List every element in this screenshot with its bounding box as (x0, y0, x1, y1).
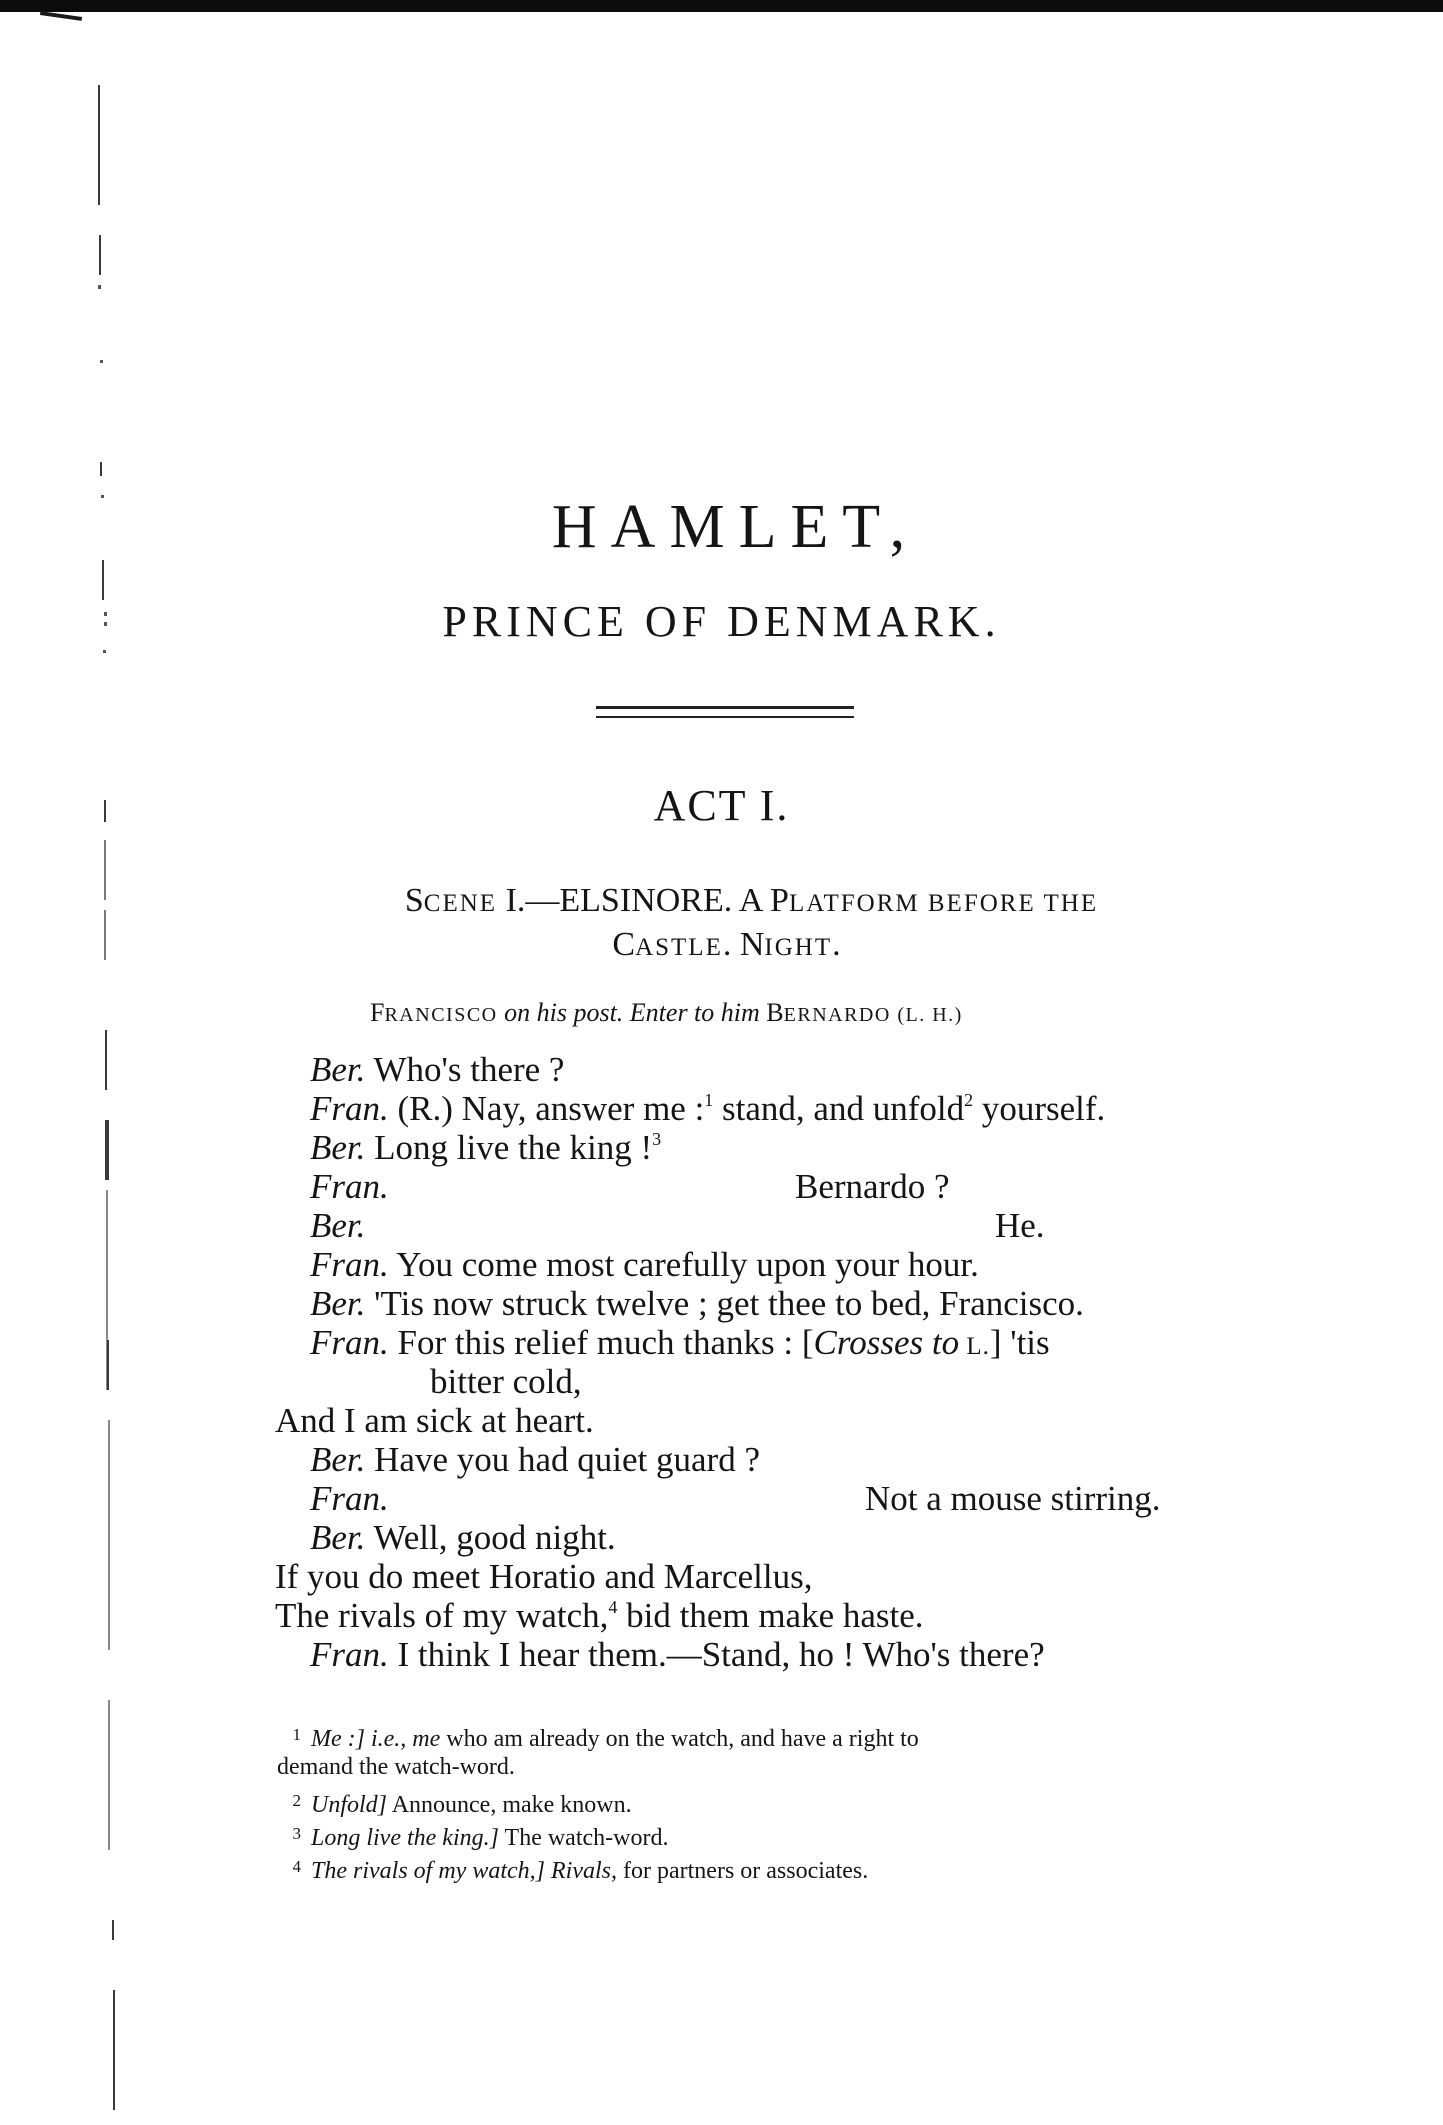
stage-position: L. (959, 1333, 990, 1360)
speaker: Ber. (310, 1050, 366, 1089)
scene-word: CENE (423, 890, 498, 917)
character-name: ERNARDO (783, 1004, 891, 1026)
dialogue-line (275, 1245, 1235, 1284)
scene-letter: C (612, 926, 636, 963)
dialogue-line (275, 1518, 1235, 1557)
opening-stage-direction (370, 998, 963, 1028)
footnote-ref: 4 (608, 1597, 618, 1617)
character-name: RANCISCO (384, 1004, 498, 1026)
stage-text: Enter to him (629, 998, 760, 1027)
dialogue-line (275, 1596, 1235, 1635)
speech: Bernardo ? (795, 1167, 950, 1206)
footnote-term: Unfold] (311, 1792, 388, 1818)
character-name: B (759, 998, 784, 1027)
footnote-number: 1 (292, 1725, 301, 1744)
title-rule-thin (596, 716, 854, 718)
dialogue-line (275, 1362, 1235, 1401)
dialogue (275, 1050, 1235, 1674)
scene-place: LATFORM BEFORE THE (788, 890, 1099, 917)
footnote (277, 1817, 1217, 1850)
stage-position: (L. H.) (890, 1004, 963, 1026)
footnote-gloss: Announce, make known. (387, 1792, 632, 1818)
dialogue-line (275, 1128, 1235, 1167)
dialogue-line (275, 1440, 1235, 1479)
speech: Not a mouse stirring. (865, 1479, 1161, 1518)
speaker: Ber. (310, 1440, 366, 1479)
speech: bitter cold, (430, 1362, 582, 1401)
footnote-term: Long live the king.] (311, 1825, 499, 1851)
speaker: Fran. (310, 1089, 389, 1128)
footnote (277, 1718, 1217, 1751)
speaker: Ber. (310, 1206, 366, 1245)
speaker: Ber. (310, 1128, 366, 1167)
play-title: HAMLET, (551, 493, 920, 561)
scene-location: I.—ELSINORE. A (497, 882, 771, 919)
dialogue-line (275, 1206, 1235, 1245)
footnotes (277, 1718, 1217, 1883)
act-heading: ACT I. (653, 781, 790, 830)
scene-period: . (832, 926, 841, 963)
dialogue-line (275, 1089, 1235, 1128)
footnote-gloss: The watch-word. (498, 1825, 669, 1851)
scene-place: ASTLE (635, 934, 723, 961)
play-subtitle: PRINCE OF DENMARK. (442, 597, 1001, 646)
footnote-gloss: for partners or associates. (617, 1858, 869, 1884)
footnote-gloss: who am already on the watch, and have a right to (440, 1726, 919, 1752)
footnote-number: 2 (292, 1791, 301, 1810)
footnote (277, 1784, 1217, 1817)
character-name: F (370, 998, 385, 1027)
footnote-term: The rivals of my watch,] (311, 1858, 545, 1884)
speech: If you do meet Horatio and Marcellus, (275, 1557, 813, 1596)
speech: 'Tis now struck twelve ; get thee to bed, Francisco. (365, 1284, 1084, 1323)
footnote-ref: 1 (704, 1090, 714, 1110)
speech: I think I hear them.—Stand, ho ! Who's there? (388, 1635, 1045, 1674)
footnote-ref: 3 (652, 1129, 662, 1149)
speech: (R.) Nay, answer me : (388, 1089, 705, 1128)
speech: For this relief much thanks : [ (388, 1323, 814, 1362)
footnote-gloss: Rivals, (545, 1858, 617, 1884)
speech: Who's there ? (365, 1050, 565, 1089)
footnote-gloss: i.e., me (364, 1726, 441, 1752)
speech: And I am sick at heart. (275, 1401, 594, 1440)
speech: stand, and unfold (713, 1089, 965, 1128)
speech: Well, good night. (365, 1518, 616, 1557)
footnote-number: 3 (292, 1824, 301, 1843)
speaker: Ber. (310, 1518, 366, 1557)
dialogue-line (275, 1479, 1235, 1518)
scene-time: . N (722, 926, 765, 963)
scene-heading (0, 880, 1443, 968)
speech: You come most carefully upon your hour. (388, 1245, 979, 1284)
speech: Have you had quiet guard ? (365, 1440, 760, 1479)
footnote-gloss: demand the watch-word. (277, 1754, 515, 1780)
speech: Long live the king ! (365, 1128, 653, 1167)
dialogue-line (275, 1557, 1235, 1596)
speaker: Fran. (310, 1245, 389, 1284)
speaker: Fran. (310, 1323, 389, 1362)
dialogue-line (275, 1323, 1235, 1362)
speech: ] 'tis (989, 1323, 1050, 1362)
dialogue-line (275, 1635, 1235, 1674)
scene-letter: P (770, 882, 789, 919)
title-rule (596, 706, 854, 709)
footnote-continuation (277, 1751, 1217, 1784)
scene-time: IGHT (764, 934, 833, 961)
speech: yourself. (973, 1089, 1106, 1128)
stage-direction: Crosses to (813, 1323, 960, 1362)
dialogue-line (275, 1401, 1235, 1440)
dialogue-line (275, 1167, 1235, 1206)
footnote (277, 1850, 1217, 1883)
speaker: Fran. (310, 1479, 389, 1518)
footnote-number: 4 (292, 1857, 301, 1876)
stage-text: on his post. (497, 998, 630, 1027)
scan-mark (40, 11, 82, 21)
scan-top-edge (0, 0, 1443, 12)
speech: The rivals of my watch, (275, 1596, 609, 1635)
speech: He. (995, 1206, 1045, 1245)
scene-letter: S (404, 882, 424, 919)
speaker: Fran. (310, 1167, 389, 1206)
dialogue-line (275, 1284, 1235, 1323)
dialogue-line (275, 1050, 1235, 1089)
speaker: Fran. (310, 1635, 389, 1674)
speaker: Ber. (310, 1284, 366, 1323)
speech: bid them make haste. (617, 1596, 924, 1635)
footnote-term: Me :] (311, 1726, 365, 1752)
footnote-ref: 2 (964, 1090, 974, 1110)
